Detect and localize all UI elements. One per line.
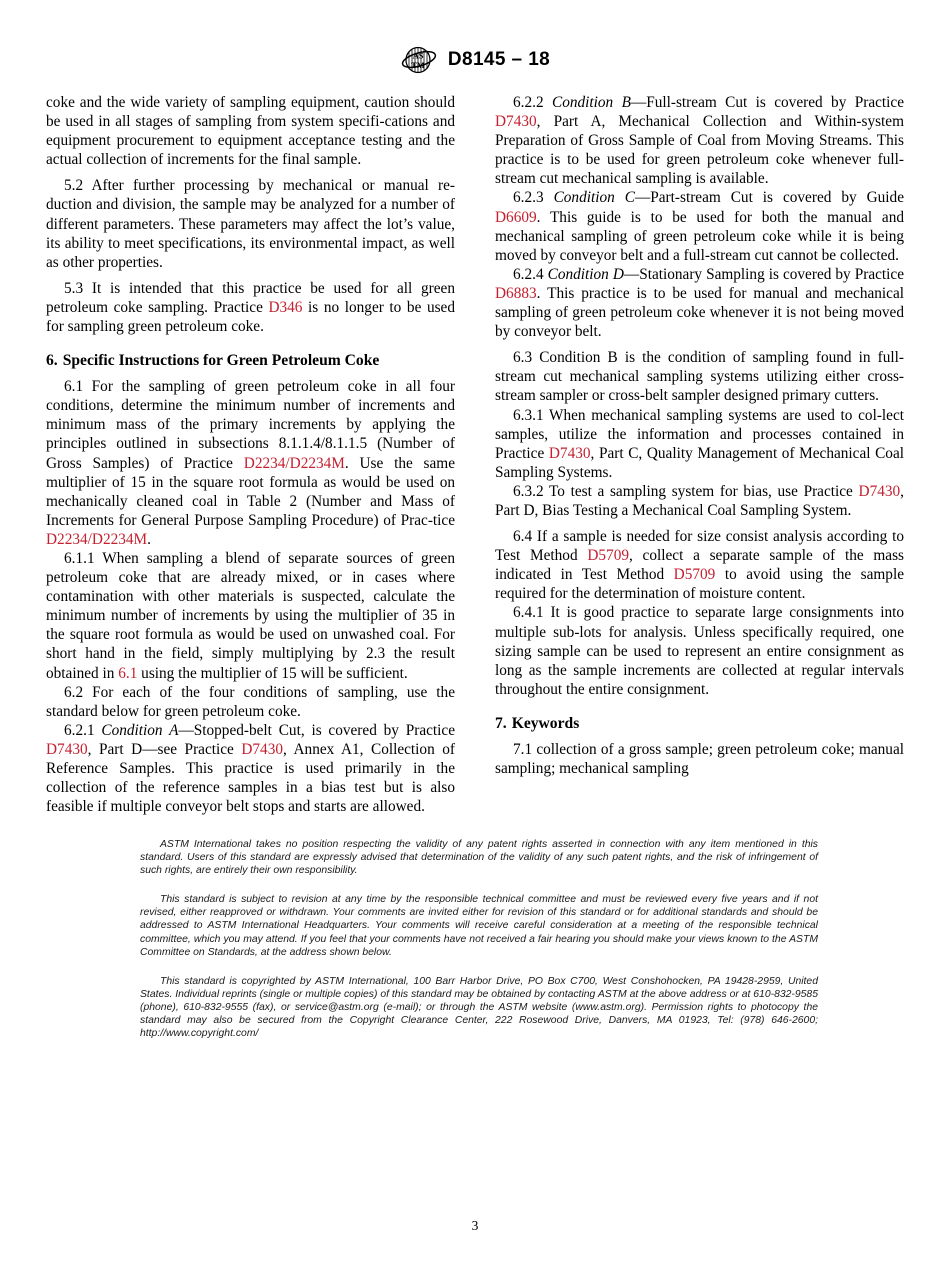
right-column [495, 93, 904, 816]
text-run: —Stopped-belt Cut, is covered by Practice [178, 721, 455, 739]
astm-logo-icon [400, 46, 438, 74]
subsection-number: 6.2.2 [513, 94, 552, 111]
text-run: . Use the same multiplier of 15 in the square root formula as would be used on mechanically cleaned coal in Table 2 (Number and Mass of Increments for General Purpose Sampling Procedure) of Prac-tice [46, 454, 455, 529]
section-number: 7. [495, 714, 507, 732]
text-run: , Annex A1, Collection of Reference Samples. This practice is used primarily in the collection of the reference samples in a bias test but is also feasible if multiple conveyor belt stops and starts are allowed. [46, 740, 455, 816]
standard-link-d5709[interactable]: D5709 [587, 547, 629, 565]
paragraph-6-1-1 [46, 549, 455, 683]
paragraph-5-2: 5.2 After further processing by mechanical or manual re-duction and division, the sample may be analyzed for a number of different parameters. These parameters may affect the lot’s value, its ability to meet specifications, its environmental impact, as well as other properties. [46, 177, 455, 271]
standard-link-d346[interactable]: D346 [268, 298, 303, 316]
paragraph-5-1-continued: coke and the wide variety of sampling equipment, caution should be used in all stages of sampling from system specifi-cations and equipment procurement to equipment acceptance testing and the actual collection of increments for the final sample. [46, 94, 455, 169]
text-run: , Part D—see Practice [87, 740, 242, 758]
standard-link-d7430[interactable]: D7430 [548, 444, 591, 462]
text-run: —Part-stream Cut is covered by Guide [634, 189, 904, 207]
text-run: , collect a separate sample of the mass indicated in Test Method [495, 547, 904, 584]
page-number: 3 [471, 1218, 479, 1233]
patent-rights-notice: ASTM International takes no position respecting the validity of any patent rights asserted in connection with any item mentioned in this standard. Users of this standard are expressly advised that determination of the validity of any such patent rights, and the risk of infringement of such rights, are entirely their own responsibility. [140, 839, 818, 877]
text-run: . [147, 530, 151, 548]
condition-label-d: Condition D [547, 265, 624, 283]
subsection-number: 6.2.1 [64, 721, 102, 739]
text-run: 6.4 If a sample is needed for size consist analysis according to Test Method [495, 528, 904, 565]
paragraph-6-3: 6.3 Condition B is the condition of sampling found in full-stream cut mechanical sampling systems utilizing either cross-stream sampler or cross-belt sampler designed primary cutters. [495, 349, 904, 405]
standard-link-d2234[interactable]: D2234/D2234M [243, 454, 345, 472]
page-header [0, 46, 950, 74]
standard-link-d7430[interactable]: D7430 [46, 740, 88, 758]
standard-link-d2234-second[interactable]: D2234/D2234M [46, 530, 148, 548]
paragraph-6-2-2 [495, 93, 904, 188]
standard-designation: D8145 – 18 [447, 49, 551, 70]
paragraph-6-3-2 [495, 482, 904, 520]
svg-text:AS: AS [412, 50, 424, 61]
left-column [46, 93, 455, 816]
body-columns [46, 93, 904, 816]
standard-link-d6883[interactable]: D6883 [495, 284, 537, 302]
text-run: is no longer to be used for sampling green petroleum coke. [46, 298, 455, 336]
paragraph-6-2-3 [495, 188, 904, 264]
paragraph-6-3-1 [495, 406, 904, 482]
footer-legal-notices [140, 838, 818, 1040]
condition-label-b: Condition B [552, 94, 631, 111]
text-run: 5.3 It is intended that this practice be used for all green petroleum coke sampling. Practice [46, 279, 455, 316]
standard-link-d7430[interactable]: D7430 [495, 113, 537, 131]
condition-label-c: Condition C [553, 189, 635, 207]
section-heading-6 [46, 351, 455, 370]
standard-link-d7430-second[interactable]: D7430 [241, 740, 283, 758]
text-run: 6.1.1 When sampling a blend of separate sources of green petroleum coke that are already mixed, or in cases where contamination with other materials is suspected, calculate the minimum number of increments by using the multiplier of 35 in the square root formula as would be used on unwashed coal. For short hand in the field, simply multiplying by 2.3 the result obtained in [46, 549, 455, 682]
paragraph-6-1 [46, 377, 455, 549]
text-run: 6.1 For the sampling of green petroleum coke in all four conditions, determine the minimum number of increments and minimum mass of the primary increments by applying the principles outlined in subsections 8.1.1.4/8.1.1.5 (Number of Gross Samples) of Practice [46, 378, 455, 472]
text-run: . This guide is to be used for both the manual and mechanical sampling of green petroleum coke while it is being moved by conveyor belt and a full-stream cut cannot be collected. [495, 208, 904, 264]
text-run: , Part C, Quality Management of Mechanical Coal Sampling Systems. [495, 444, 904, 481]
section-title: Keywords [511, 714, 580, 732]
paragraph-6-4-1: 6.4.1 It is good practice to separate large consignments into multiple sub-lots for analysis. Unless specifically required, one sizing sample can be used to represent an entire consignment as long as the sample increments are collected at regular intervals throughout the entire consignment. [495, 604, 904, 698]
text-run: , Part D, Bias Testing a Mechanical Coal Sampling System. [495, 482, 904, 519]
text-run: to avoid using the sample required for the determination of moisture content. [495, 566, 904, 603]
paragraph-6-4 [495, 527, 904, 603]
revision-notice: This standard is subject to revision at any time by the responsible technical committee and must be reviewed every five years and if not revised, either reapproved or withdrawn. Your comments are invited either for revision of this standard or for additional standards and should be addressed to ASTM International Headquarters. Your comments will receive careful consideration at a meeting of the responsible technical committee, which you may attend. If you feel that your comments have not received a fair hearing you should make your views known to the ASTM Committee on Standards, at the address shown below. [140, 894, 818, 958]
paragraph-5-3 [46, 279, 455, 336]
text-run: , Part A, Mechanical Collection and Within-system Preparation of Gross Sample of Coal from Moving Streams. This practice is to be used for green petroleum coke whenever full-stream cut mechanical sampling is available. [495, 113, 904, 188]
svg-text:TM: TM [411, 60, 425, 70]
text-run: . This practice is to be used for manual and mechanical sampling of green petroleum coke whenever it is not being moved by conveyor belt. [495, 284, 904, 341]
cross-reference-link-6-1[interactable]: 6.1 [118, 664, 138, 682]
paragraph-6-2-1 [46, 721, 455, 816]
subsection-number: 6.2.3 [513, 189, 554, 207]
paragraph-6-2: 6.2 For each of the four conditions of sampling, use the standard below for green petroleum coke. [46, 683, 455, 720]
subsection-number: 6.2.4 [513, 265, 548, 283]
section-heading-7 [495, 714, 904, 733]
condition-label-a: Condition A [101, 721, 179, 739]
text-run: using the multiplier of 15 will be sufficient. [137, 664, 408, 682]
text-run: 6.3.1 When mechanical sampling systems are used to col-lect samples, utilize the information and processes contained in Practice [495, 406, 904, 462]
paragraph-6-2-4 [495, 265, 904, 341]
paragraph-7-1: 7.1 collection of a gross sample; green petroleum coke; manual sampling; mechanical sampling [495, 740, 904, 777]
text-run: 6.3.2 To test a sampling system for bias, use Practice [513, 482, 859, 500]
standard-link-d5709-second[interactable]: D5709 [673, 566, 716, 584]
section-title: Specific Instructions for Green Petroleum Coke [62, 352, 380, 370]
text-run: —Full-stream Cut is covered by Practice [630, 94, 904, 111]
standard-link-d6609[interactable]: D6609 [495, 208, 537, 226]
copyright-notice: This standard is copyrighted by ASTM International, 100 Barr Harbor Drive, PO Box C700, West Conshohocken, PA 19428-2959, United States. Individual reprints (single or multiple copies) of this standard may be obtained by contacting ASTM at the above address or at 610-832-9585 (phone), 610-832-9555 (fax), or service@astm.org (e-mail); or through the ASTM website (www.astm.org). Permission rights to photocopy the standard may also be secured from the Copyright Clearance Center, 222 Rosewood Drive, Danvers, MA 01923, Tel: (978) 646-2600; http://www.copyright.com/ [140, 975, 818, 1040]
standard-link-d7430[interactable]: D7430 [858, 482, 901, 500]
section-number: 6. [46, 352, 58, 370]
text-run: —Stationary Sampling is covered by Practice [623, 265, 904, 283]
